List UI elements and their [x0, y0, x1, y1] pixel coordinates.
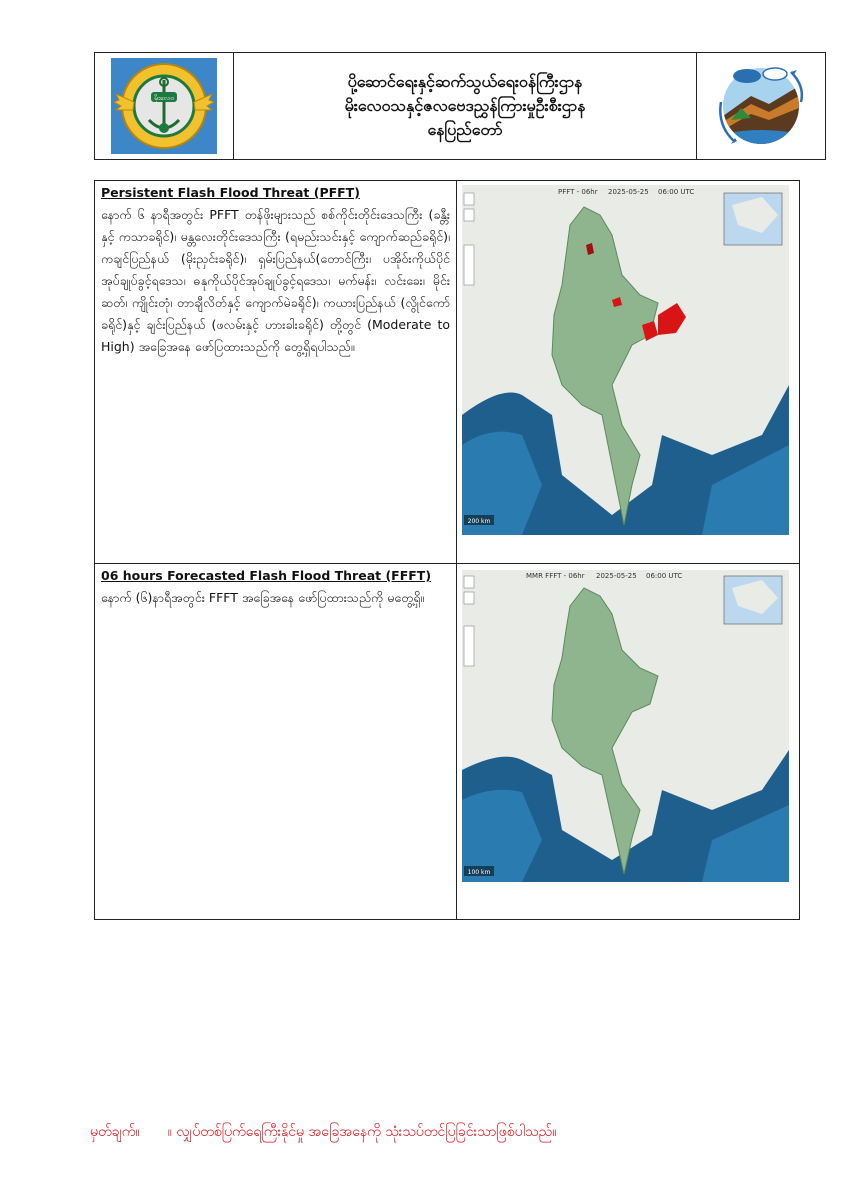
pfft-map-title: PFFT - 06hr [558, 188, 598, 196]
pfft-description: နောက် ၆ နာရီအတွင်း PFFT တန်ဖိုးများသည် စစ်ကိုင်းတိုင်းဒေသကြီး (ခန္တီးနှင့် ကသာခရိုင်)၊ မန္တလေးတိုင်းဒေသကြီး (ရမည်းသင်းနှင့် ကျောက်ဆည်ခရိုင်)၊ ကချင်ပြည်နယ် (မိုးညှင်းခရိုင်)၊ ရှမ်းပြည်နယ်(တောင်ကြီး၊ ပအိုဝ်းကိုယ်ပိုင်အုပ်ချုပ်ခွင့်ရဒေသ၊ ဓနုကိုယ်ပိုင်အုပ်ချုပ်ခွင့်ရဒေသ၊ မက်မန်း၊ လင်းခေး၊ မိုင်းဆတ်၊ ကျိုင်းတုံ၊ တာချီလိတ်နှင့် ကျောက်မဲခရိုင်)၊ ကယားပြည်နယ် (လွိုင်ကော်ခရိုင်)နှင့် ချင်းပြည်နယ် (ဖလမ်းနှင့် ဟားခါးခရိုင်) တို့တွင် (Moderate to High) အခြေအနေ ဖော်ပြထားသည်ကို တွေ့ရှိရပါသည်။ [101, 207, 450, 354]
pfft-row [95, 181, 799, 564]
header-title-block [234, 53, 697, 159]
ffft-scale-label: 100 km [467, 869, 491, 876]
footer-note [90, 1122, 810, 1143]
pfft-scale-label: 200 km [467, 518, 491, 525]
ffft-title: 06 hours Forecasted Flash Flood Threat (FFFT) [101, 568, 432, 583]
ffft-map [462, 570, 789, 882]
ffft-row [95, 564, 799, 919]
hydrology-logo-cell [697, 53, 825, 159]
logo-text: မိုးလေဝ [153, 94, 175, 102]
pfft-map [462, 185, 789, 535]
ffft-map-title: MMR FFFT - 06hr [526, 572, 585, 580]
ffft-text-cell [95, 564, 457, 919]
ffft-map-cell [457, 564, 799, 919]
ministry-logo-cell [95, 53, 234, 159]
city-name: နေပြည်တော် [427, 120, 503, 139]
pfft-text-cell [95, 181, 457, 563]
pfft-map-date: 2025-05-25 [608, 188, 649, 196]
document-header [94, 52, 826, 160]
footer-label: မှတ်ချက်။ [90, 1124, 140, 1140]
pfft-title: Persistent Flash Flood Threat (PFFT) [101, 185, 360, 200]
ffft-map-time: 06:00 UTC [646, 572, 683, 580]
ffft-map-date: 2025-05-25 [596, 572, 637, 580]
ffft-description: နောက် (၆)နာရီအတွင်း FFFT အခြေအနေ ဖော်ပြထားသည်ကို မတွေ့ရှိ။ [101, 590, 425, 605]
pfft-map-cell [457, 181, 799, 563]
ministry-logo-icon [111, 58, 217, 154]
pfft-map-time: 06:00 UTC [658, 188, 695, 196]
footer-text: ။ လျှပ်တစ်ပြက်ရေကြီးနိုင်မှု အခြေအနေကို သုံးသပ်တင်ပြခြင်းသာဖြစ်ပါသည်။ [167, 1124, 557, 1140]
ministry-name: ပို့ဆောင်ရေးနှင့်ဆက်သွယ်ရေးဝန်ကြီးဌာန [347, 72, 583, 91]
department-name: မိုးလေဝသနှင့်ဇလဗေဒညွှန်ကြားမှုဦးစီးဌာန [344, 96, 586, 115]
hydrology-logo-icon [711, 56, 811, 156]
flood-threat-table [94, 180, 800, 920]
